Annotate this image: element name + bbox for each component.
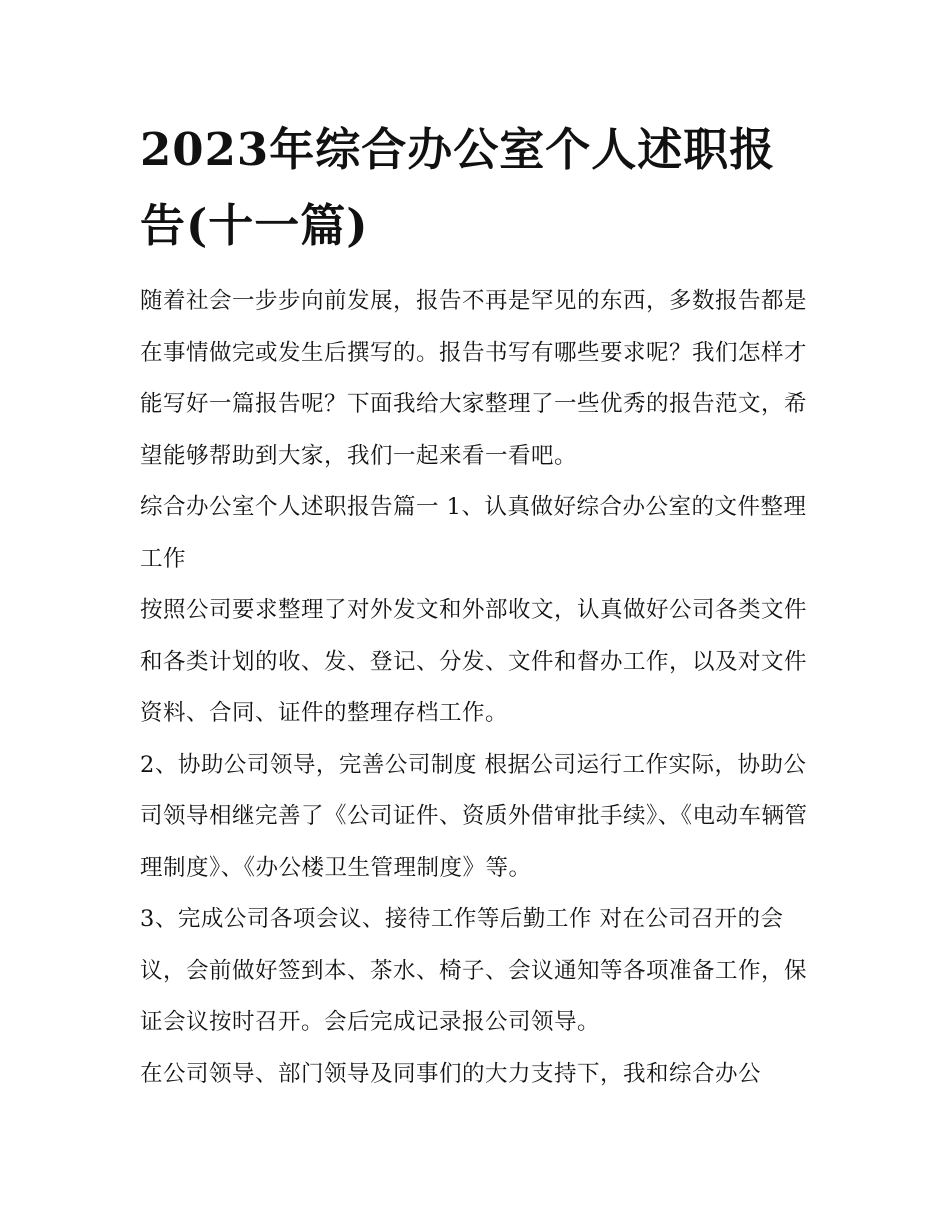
document-title: 2023年综合办公室个人述职报告(十一篇) xyxy=(140,123,776,252)
paragraph-file-management: 按照公司要求整理了对外发文和外部收文，认真做好公司各类文件和各类计划的收、发、登记、分发、文件和督办工作，以及对文件资料、合同、证件的整理存档工作。 xyxy=(140,597,808,726)
paragraph-support: 在公司领导、部门领导及同事们的大力支持下，我和综合办公 xyxy=(140,1060,762,1087)
paragraph-assist-leadership: 2、协助公司领导，完善公司制度 根据公司运行工作实际，协助公司领导相继完善了《公司证件、资质外借审批手续》、《电动车辆管理制度》、《办公楼卫生管理制度》等。 xyxy=(140,751,808,881)
document-page xyxy=(140,112,812,1100)
paragraph-intro: 随着社会一步步向前发展，报告不再是罕见的东西，多数报告都是在事情做完或发生后撰写的。报告书写有哪些要求呢？我们怎样才能写好一篇报告呢？下面我给大家整理了一些优秀的报告范文，希望能够帮助到大家，我们一起来看一看吧。 xyxy=(140,288,808,469)
paragraph-meetings-logistics: 3、完成公司各项会议、接待工作等后勤工作 对在公司召开的会议，会前做好签到本、茶水、椅子、会议通知等各项准备工作，保证会议按时召开。会后完成记录报公司领导。 xyxy=(140,906,808,1035)
paragraph-section-1-heading: 综合办公室个人述职报告篇一 1、认真做好综合办公室的文件整理工作 xyxy=(140,494,807,572)
